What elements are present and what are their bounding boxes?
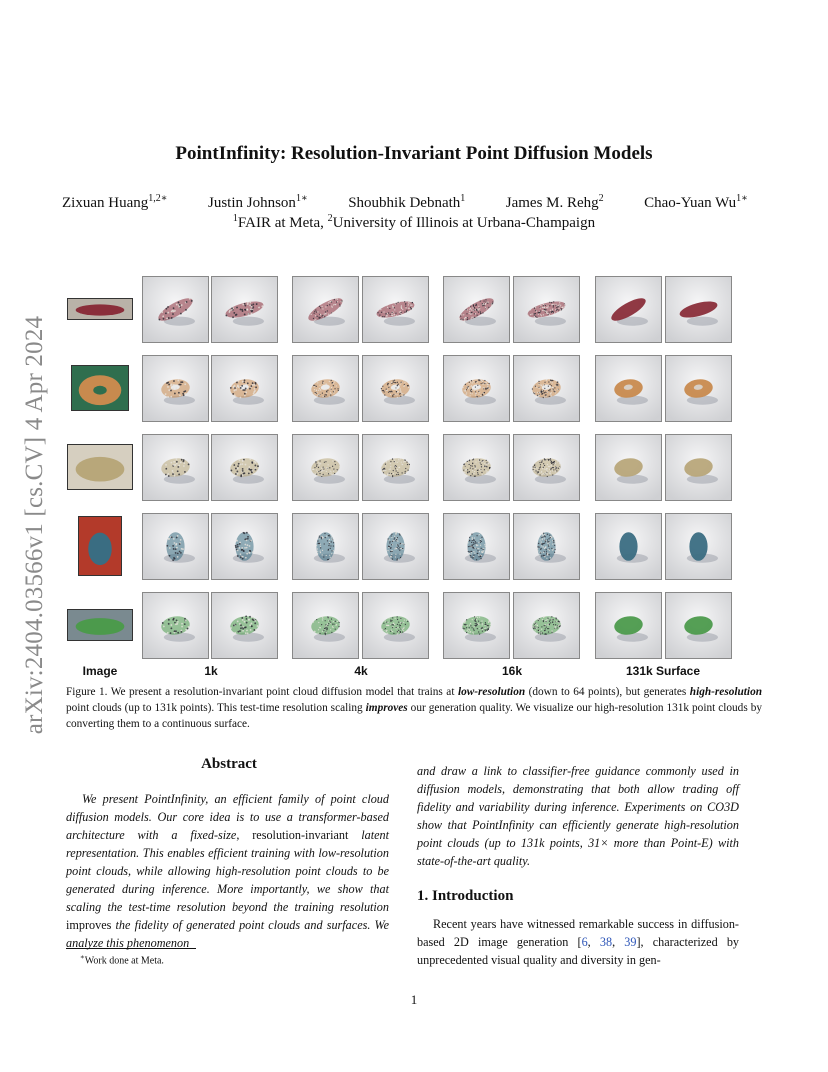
citation-link[interactable]: 6 <box>581 935 588 949</box>
render-backpack-8 <box>665 513 732 580</box>
render-toy-train-3 <box>292 592 359 659</box>
render-backpack-1 <box>142 513 209 580</box>
render-donut-3 <box>292 355 359 422</box>
footnote: ∗Work done at Meta. <box>80 953 164 967</box>
input-image-toy-bus <box>67 444 133 490</box>
page-number: 1 <box>410 992 418 1007</box>
intro-heading: 1. Introduction <box>417 888 514 904</box>
abstract-heading: Abstract <box>201 756 257 772</box>
render-backpack-5 <box>443 513 510 580</box>
render-donut-6 <box>513 355 580 422</box>
column-label-131k-surface: 131k Surface <box>625 664 701 678</box>
render-backpack-4 <box>362 513 429 580</box>
render-toy-bus-6 <box>513 434 580 501</box>
render-backpack-3 <box>292 513 359 580</box>
render-donut-8 <box>665 355 732 422</box>
render-toy-bus-3 <box>292 434 359 501</box>
render-toy-bus-1 <box>142 434 209 501</box>
citation-link[interactable]: 38 <box>599 935 613 949</box>
render-toy-train-4 <box>362 592 429 659</box>
author: Chao-Yuan $Wu^{1∗}$ <box>644 193 748 211</box>
render-toy-bus-5 <box>443 434 510 501</box>
affiliations: $^1$FAIR at Meta, $^2$University of Illinois at Urbana-Champaign <box>232 213 596 231</box>
render-car-4 <box>362 276 429 343</box>
render-toy-bus-4 <box>362 434 429 501</box>
arxiv-sidebar <box>14 290 56 760</box>
column-label-4k: 4k <box>354 664 368 678</box>
render-car-8 <box>665 276 732 343</box>
arxiv-id: arXiv:2404.03566v1 [cs.CV] 4 Apr 2024 <box>21 315 48 735</box>
paper-title: PointInfinity: Resolution-Invariant Point Diffusion Models <box>175 143 653 164</box>
render-car-1 <box>142 276 209 343</box>
render-backpack-6 <box>513 513 580 580</box>
input-image-car <box>67 298 133 320</box>
author: James M. Rehg$^2$ <box>505 193 604 211</box>
render-car-2 <box>211 276 278 343</box>
render-backpack-2 <box>211 513 278 580</box>
figure-column-labels <box>62 664 744 680</box>
input-image-toy-train <box>67 609 133 641</box>
column-label-1k: 1k <box>204 664 218 678</box>
column-label-image: Image <box>82 664 118 678</box>
render-toy-bus-8 <box>665 434 732 501</box>
figure-caption: Figure 1. We present a resolution-invariant point cloud diffusion model that trains at low-resolution (down to 64 points), but generates high-resolution point clouds (up to 131k points). This test-time resolution scaling improves our generation quality. We visualize our high-resolution 131k point clouds by converting them to a continuous surface. <box>66 686 762 730</box>
author: Shoubhik Debnath$^1$ <box>348 193 466 211</box>
render-donut-2 <box>211 355 278 422</box>
author: Justin Johnson$^{1∗}$ <box>208 193 308 211</box>
render-car-5 <box>443 276 510 343</box>
render-car-3 <box>292 276 359 343</box>
render-toy-train-1 <box>142 592 209 659</box>
abstract-text-right: and draw a link to classifier-free guidance commonly used in diffusion models, demonstrating that both allow trading off fidelity and variability during inference. Experiments on CO3D show that PointInfinity can efficiently generate high-resolution point clouds (up to 131k points, 31× more than Point-E) with state-of-the-art quality. <box>417 764 739 868</box>
column-label-16k: 16k <box>501 664 523 678</box>
author-list <box>62 193 748 212</box>
render-toy-train-7 <box>595 592 662 659</box>
render-toy-bus-7 <box>595 434 662 501</box>
input-image-backpack <box>78 516 122 576</box>
render-toy-train-8 <box>665 592 732 659</box>
render-donut-4 <box>362 355 429 422</box>
render-toy-train-2 <box>211 592 278 659</box>
render-donut-5 <box>443 355 510 422</box>
render-toy-train-6 <box>513 592 580 659</box>
abstract-text-left: We present PointInfinity, an efficient family of point cloud diffusion models. Our core idea is to use a transformer-based architecture with a fixed-size, resolution-invariant latent representation. This enables efficient training with low-resolution point clouds, while allowing high-resolution point clouds to be generated during inference. More importantly, we show that scaling the test-time resolution beyond the training resolution improves the fidelity of generated point clouds and surfaces. We analyze this phenomenon <box>66 792 389 950</box>
render-backpack-7 <box>595 513 662 580</box>
render-donut-7 <box>595 355 662 422</box>
citation-link[interactable]: 39 <box>624 935 637 949</box>
footnote-rule <box>66 948 196 949</box>
render-toy-bus-2 <box>211 434 278 501</box>
author: Zixuan Huang$^{1,2∗}$ <box>62 193 168 211</box>
input-image-donut <box>71 365 129 411</box>
render-car-7 <box>595 276 662 343</box>
render-toy-train-5 <box>443 592 510 659</box>
figure-1-grid <box>62 276 744 646</box>
intro-text: Recent years have witnessed remarkable success in diffusion-based 2D image generation [6, 38, 39], characterized by unprecedented visual quality and diversity in gen- <box>417 917 740 967</box>
render-car-6 <box>513 276 580 343</box>
render-donut-1 <box>142 355 209 422</box>
